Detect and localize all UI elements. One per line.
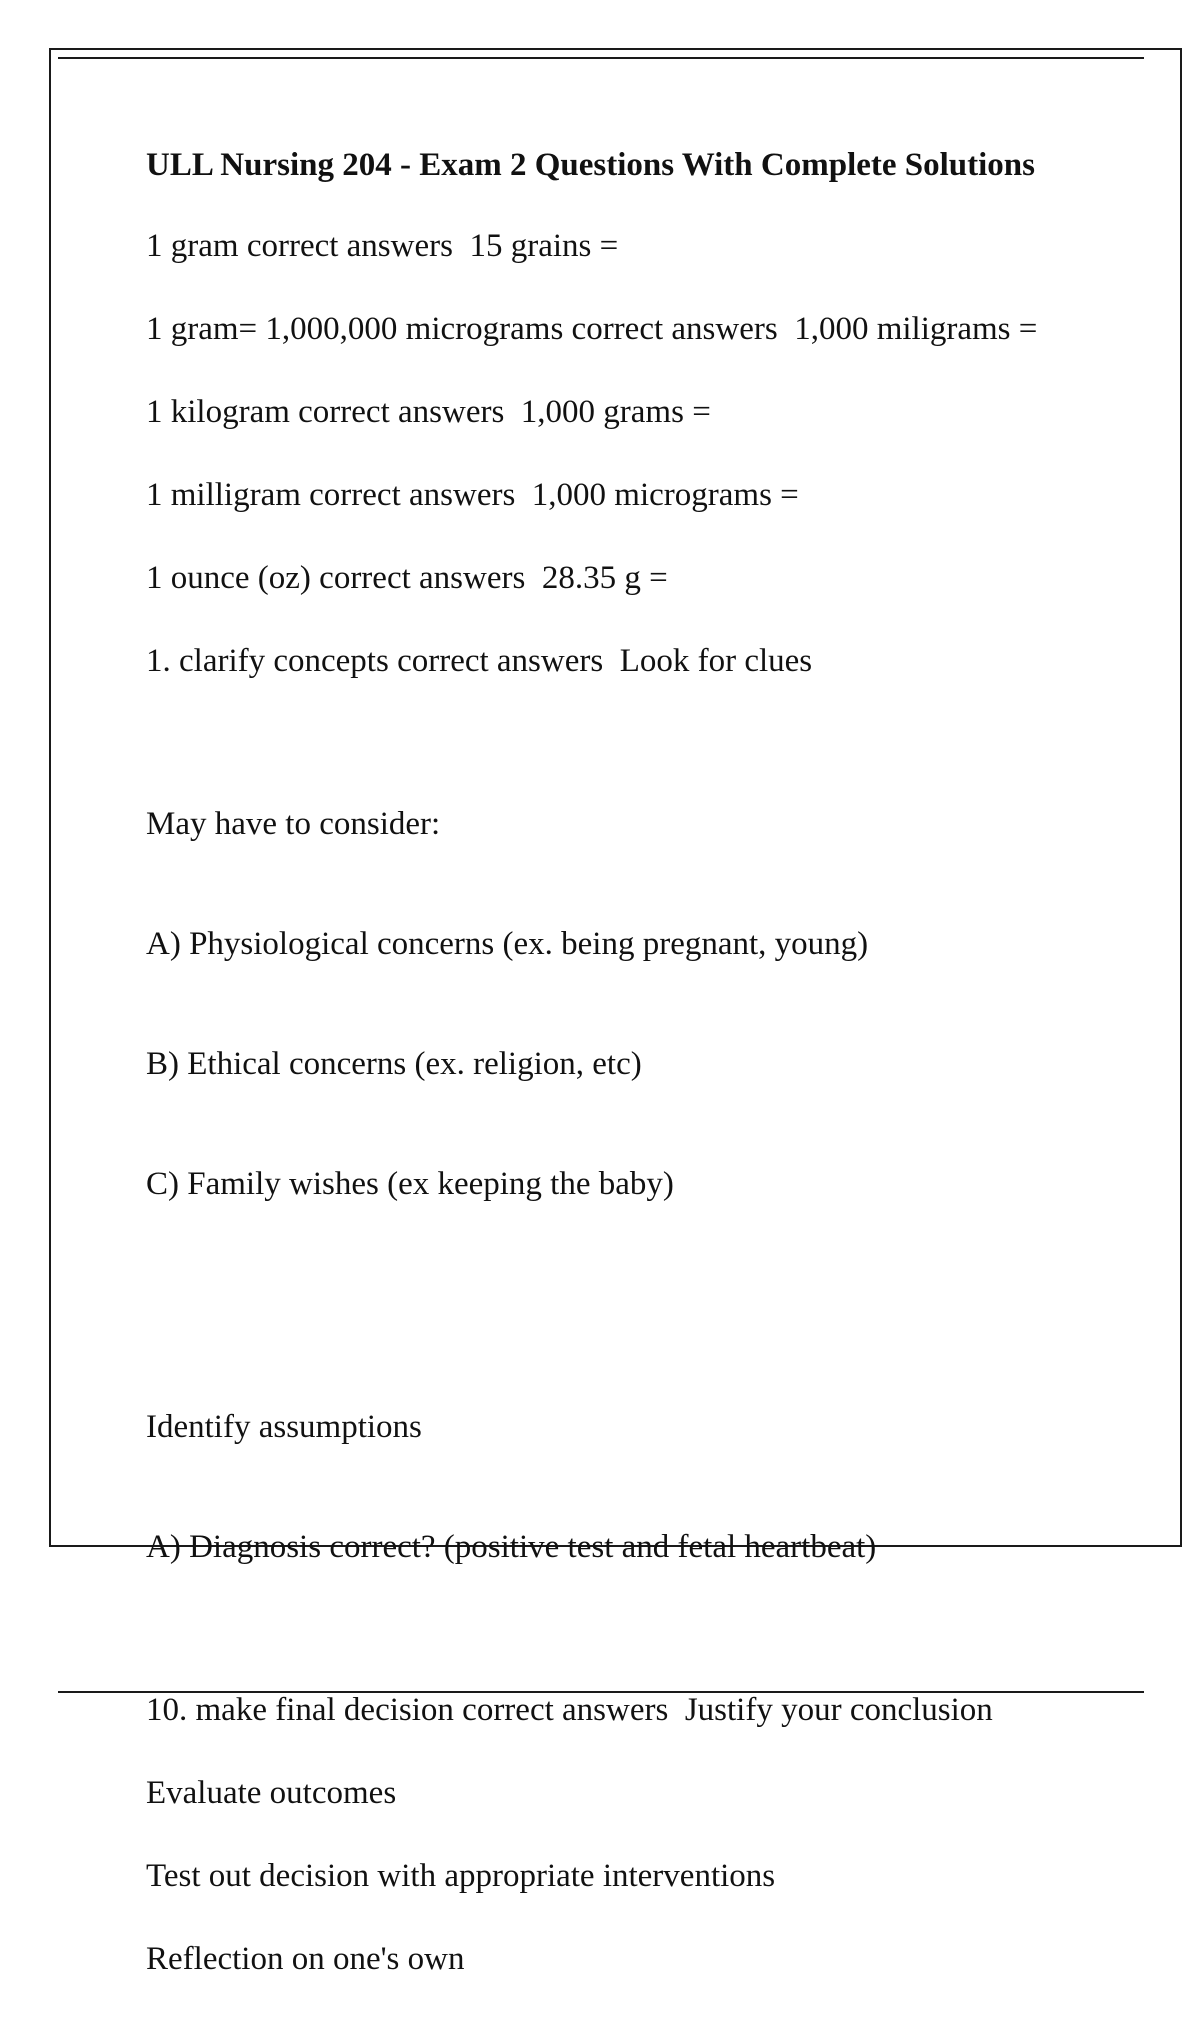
qa-answer: 1,000 miligrams =: [794, 311, 1038, 347]
qa-connector: correct answers: [309, 477, 516, 513]
qa-entry: [146, 558, 1106, 598]
qa-answer: 1,000 grams =: [520, 394, 711, 430]
qa-entry: [146, 641, 1106, 681]
qa-answer: Look for clues: [619, 643, 813, 679]
closing-line: Reflection on one's own: [146, 1941, 465, 1977]
assumptions-item: A) Diagnosis correct? (positive test and fetal heartbeat): [146, 1529, 877, 1565]
qa-question: 1 milligram: [146, 477, 301, 513]
closing-line: Test out decision with appropriate interventions: [146, 1858, 776, 1894]
qa-question: 10. make final decision: [146, 1692, 454, 1728]
qa-entry: [146, 226, 1106, 266]
qa-entry: [146, 392, 1106, 432]
assumptions-block: [146, 1327, 1106, 1647]
consider-item: A) Physiological concerns (ex. being pregnant, young): [146, 926, 869, 962]
qa-connector: correct answers: [298, 394, 505, 430]
qa-answer: 1,000 micrograms =: [531, 477, 799, 513]
top-divider: [58, 57, 1144, 59]
qa-entry-final: [146, 1690, 1106, 1730]
document-title: ULL Nursing 204 - Exam 2 Questions With Complete Solutions: [146, 147, 1036, 183]
qa-answer: 28.35 g =: [541, 560, 668, 596]
qa-connector: correct answers: [571, 311, 778, 347]
qa-connector: correct answers: [397, 643, 604, 679]
qa-entry: [146, 475, 1106, 515]
qa-answer: Justify your conclusion: [684, 1692, 993, 1728]
consider-item: B) Ethical concerns (ex. religion, etc): [146, 1046, 642, 1082]
document-body: [146, 144, 1106, 2022]
consider-item: C) Family wishes (ex keeping the baby): [146, 1166, 674, 1202]
qa-question: 1. clarify concepts: [146, 643, 389, 679]
assumptions-heading: Identify assumptions: [146, 1409, 422, 1445]
qa-answer: 15 grains =: [469, 228, 619, 264]
qa-entry: [146, 309, 1106, 349]
consider-block: [146, 724, 1106, 1284]
qa-connector: correct answers: [462, 1692, 669, 1728]
consider-heading: May have to consider:: [146, 806, 441, 842]
qa-question: 1 gram= 1,000,000 micrograms: [146, 311, 564, 347]
qa-question: 1 gram: [146, 228, 239, 264]
closing-line: Evaluate outcomes: [146, 1775, 397, 1811]
qa-question: 1 kilogram: [146, 394, 290, 430]
qa-connector: correct answers: [246, 228, 453, 264]
qa-question: 1 ounce (oz): [146, 560, 311, 596]
qa-connector: correct answers: [319, 560, 526, 596]
